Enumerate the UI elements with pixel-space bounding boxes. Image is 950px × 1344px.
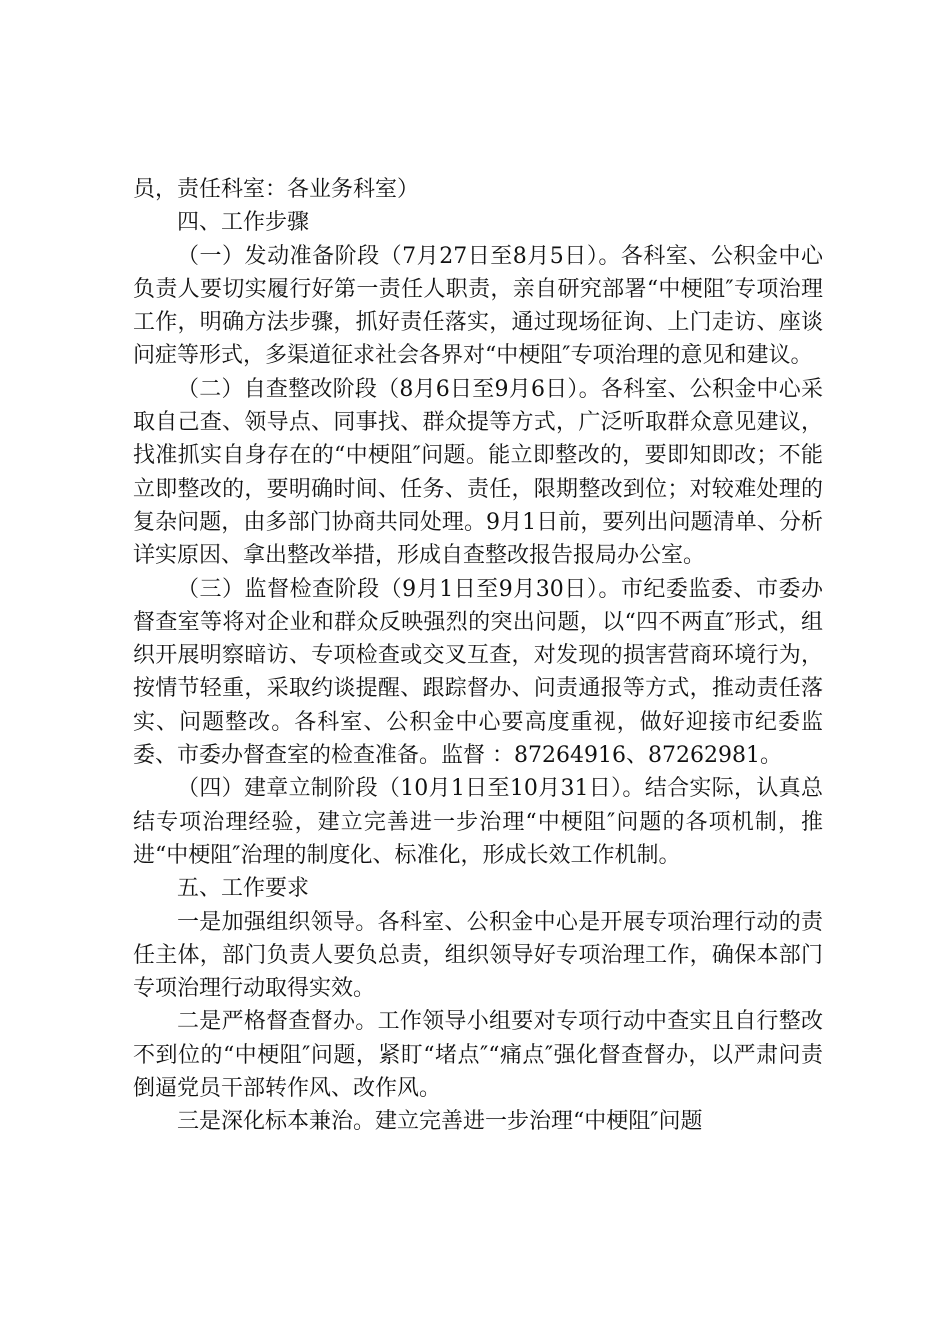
paragraph-stage-4: （四）建章立制阶段（10月1日至10月31日）。结合实际，认真总结专项治理经验，建立完善进一步治理“中梗阻″问题的各项机制，推进“中梗阻″治理的制度化、标准化，形成长效工作机制。 [133,776,823,868]
paragraph-requirement-1: 一是加强组织领导。各科室、公积金中心是开展专项治理行动的责任主体，部门负责人要负总责，组织领导好专项治理工作，确保本部门专项治理行动取得实效。 [133,909,823,1002]
paragraph-stage-2: （二）自查整改阶段（8月6日至9月6日）。各科室、公积金中心采取自己查、领导点、同事找、群众提等方式，广泛听取群众意见建议，找准抓实自身存在的“中梗阻″问题。能立即整改的，要即知即改；不能立即整改的，要明确时间、任务、责任，限期整改到位；对较难处理的复杂问题，由多部门协商共同处理。9月1日前，要列出问题清单、分析详实原因、拿出整改举措，形成自查整改报告报局办公室。 [133,376,823,569]
paragraph-continuation: 员，责任科室：各业务科室） [133,177,420,202]
section-heading-steps: 四、工作步骤 [177,210,310,236]
paragraph-stage-1: （一）发动准备阶段（7月27日至8月5日）。各科室、公积金中心负责人要切实履行好第一责任人职责，亲自研究部署“中梗阻″专项治理工作，明确方法步骤，抓好责任落实，通过现场征询、上门走访、座谈问症等形式，多渠道征求社会各界对“中梗阻″专项治理的意见和建议。 [133,243,823,369]
paragraph-stage-3: （三）监督检查阶段（9月1日至9月30日）。市纪委监委、市委办督查室等将对企业和群众反映强烈的突出问题，以“四不两直″形式，组织开展明察暗访、专项检查或交叉互查，对发现的损害营商环境行为，按情节轻重，采取约谈提醒、跟踪督办、问责通报等方式，推动责任落实、问题整改。各科室、公积金中心要高度重视，做好迎接市纪委监委、市委办督查室的检查准备。监督 ：87264916、87262981。 [133,576,823,769]
paragraph-requirement-2: 二是严格督查督办。工作领导小组要对专项行动中查实且自行整改不到位的“中梗阻″问题，紧盯“堵点″“痛点″强化督查督办，以严肃问责倒逼党员干部转作风、改作风。 [133,1009,823,1102]
document-body [133,173,823,1139]
paragraph-requirement-3: 三是深化标本兼治。建立完善进一步治理“中梗阻″问题 [177,1109,703,1135]
section-heading-requirements: 五、工作要求 [177,876,310,902]
